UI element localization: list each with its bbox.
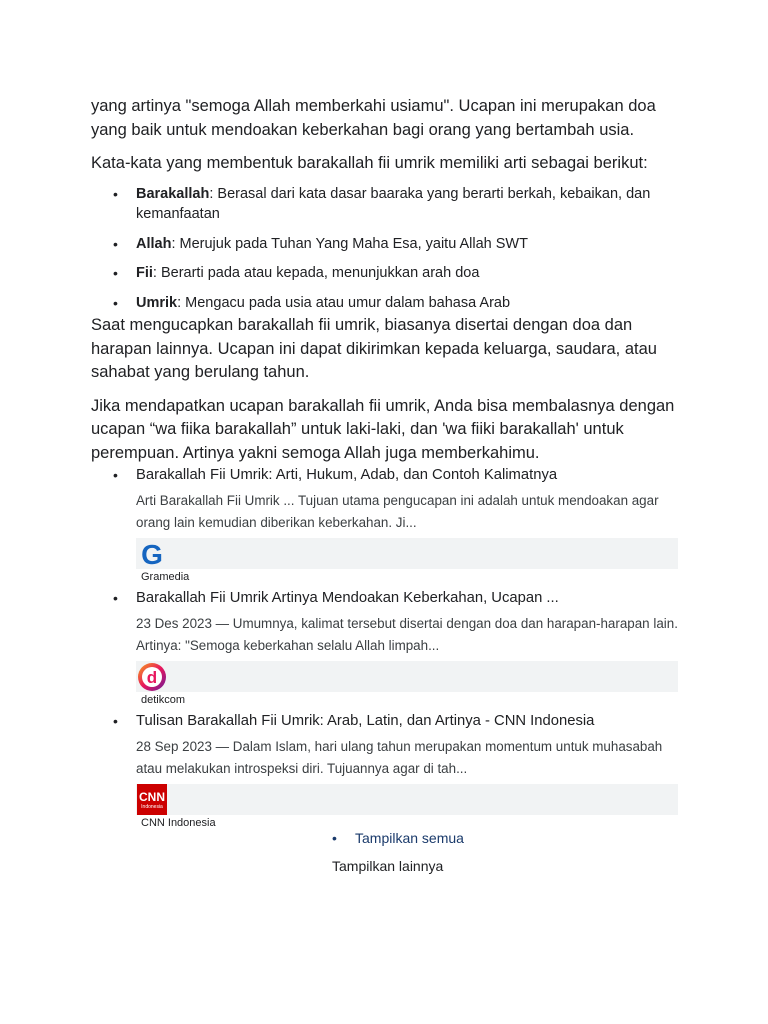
paragraph-greeting-usage: Saat mengucapkan barakallah fii umrik, biasanya disertai dengan doa dan harapan lainnya. Ucapan ini dapat dikirimkan kepada keluarga, saudara, atau sahabat yang berulang tahun. xyxy=(91,316,657,381)
source-bar[interactable] xyxy=(136,784,678,815)
svg-text:G: G xyxy=(141,539,163,568)
source-name: detikcom xyxy=(141,694,186,706)
paragraph-reply: Jika mendapatkan ucapan barakallah fii umrik, Anda bisa membalasnya dengan ucapan “wa fiika barakallah” untuk laki-laki, dan 'wa fiiki barakallah' untuk perempuan. Artinya yakni semoga Allah juga memberkahimu. xyxy=(91,396,675,462)
definition-term: Fii xyxy=(136,265,153,281)
result-title-link[interactable]: • Barakallah Fii Umrik Artinya Mendoakan Keberkahan, Ucapan ... xyxy=(136,590,559,606)
svg-text:Indonesia: Indonesia xyxy=(141,804,163,810)
cnn-logo-icon xyxy=(137,784,167,815)
source-bar[interactable] xyxy=(136,661,678,692)
source-bar[interactable] xyxy=(136,538,678,569)
definition-text: : Mengacu pada usia atau umur dalam bahasa Arab xyxy=(177,294,511,311)
svg-text:CNN: CNN xyxy=(139,790,165,804)
definition-item xyxy=(91,263,691,284)
result-snippet: 28 Sep 2023 — Dalam Islam, hari ulang tahun merupakan momentum untuk muhasabah atau melakukan introspeksi diri. Tujuannya agar di tah... xyxy=(136,739,663,776)
gramedia-logo-icon xyxy=(137,538,167,569)
definition-text: : Berarti pada atau kepada, menunjukkan arah doa xyxy=(152,265,480,281)
definition-item xyxy=(91,293,691,314)
result-title-link[interactable]: • Tulisan Barakallah Fii Umrik: Arab, Latin, dan Artinya - CNN Indonesia xyxy=(136,713,595,729)
definition-item xyxy=(91,234,691,255)
result-snippet: Arti Barakallah Fii Umrik ... Tujuan utama pengucapan ini adalah untuk mendoakan agar orang lain kemudian diberikan keberkahan. Ji... xyxy=(136,493,659,530)
article-body xyxy=(91,95,691,834)
definition-text: : Berasal dari kata dasar baaraka yang berarti berkah, kebaikan, dan kemanfaatan xyxy=(136,185,651,222)
source-name: CNN Indonesia xyxy=(141,817,216,829)
svg-text:d: d xyxy=(146,667,158,687)
search-results-list xyxy=(91,465,691,834)
show-all-container xyxy=(332,828,464,848)
definition-term: Umrik xyxy=(136,294,178,311)
search-result xyxy=(91,588,691,711)
show-all-link[interactable]: • Tampilkan semua xyxy=(332,828,464,848)
result-snippet: 23 Des 2023 — Umumnya, kalimat tersebut disertai dengan doa dan harapan-harapan lain. Artinya: "Semoga keberkahan selalu Allah limpah... xyxy=(136,616,678,653)
intro-paragraph: yang artinya "semoga Allah memberkahi usiamu". Ucapan ini merupakan doa yang baik untuk mendoakan keberkahan bagi orang yang bertambah usia. xyxy=(91,97,656,139)
detikcom-logo-icon xyxy=(137,661,167,692)
definition-item xyxy=(91,184,691,225)
search-result xyxy=(91,711,691,834)
lead-paragraph: Kata-kata yang membentuk barakallah fii umrik memiliki arti sebagai berikut: xyxy=(91,154,648,172)
source-name: Gramedia xyxy=(141,571,190,583)
search-result xyxy=(91,465,691,588)
definition-term: Barakallah xyxy=(136,185,210,202)
show-more-button[interactable]: Tampilkan lainnya xyxy=(332,858,444,874)
definition-term: Allah xyxy=(136,235,172,252)
result-title-link[interactable]: • Barakallah Fii Umrik: Arti, Hukum, Adab, dan Contoh Kalimatnya xyxy=(136,467,558,483)
definition-text: : Merujuk pada Tuhan Yang Maha Esa, yaitu Allah SWT xyxy=(171,235,528,252)
definition-list xyxy=(91,184,691,314)
